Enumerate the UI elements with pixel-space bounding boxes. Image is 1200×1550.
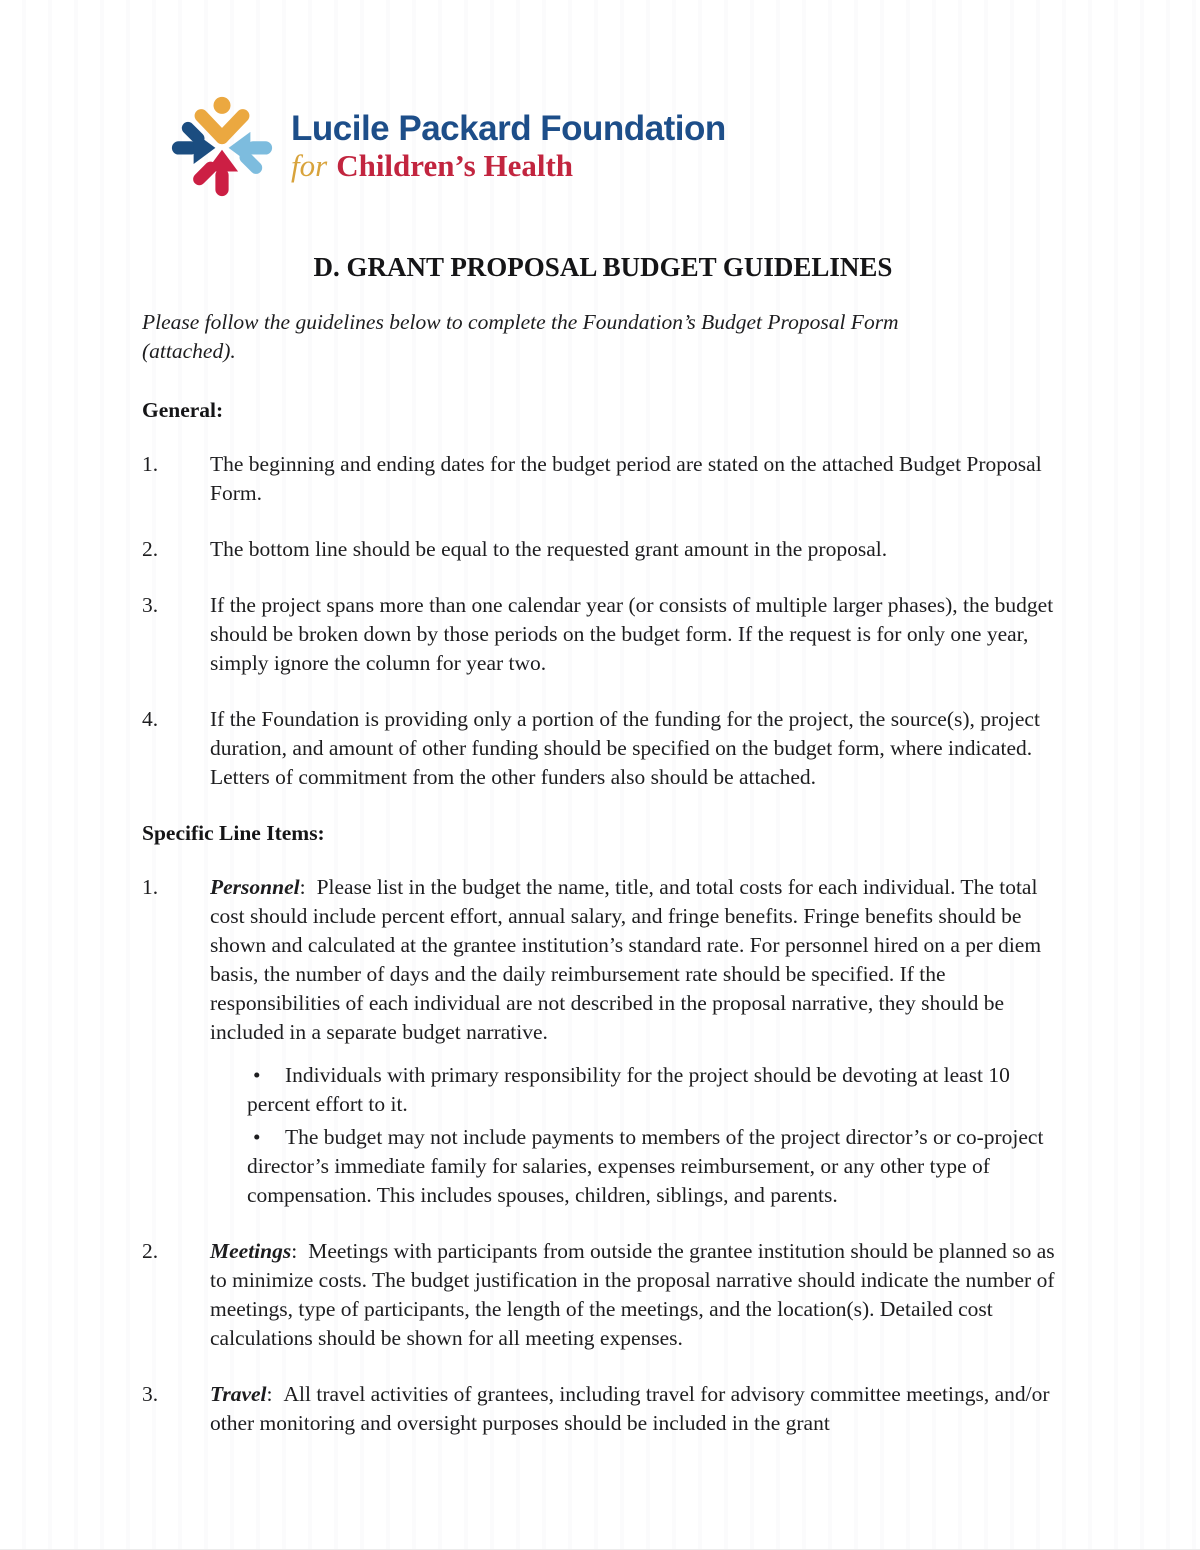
personnel-bullet-2 xyxy=(210,1123,1064,1210)
general-item-3 xyxy=(142,591,1064,678)
item-text: Please list in the budget the name, title, and total costs for each individual. The total cost should include percent effort, annual salary, and fringe benefits. Fringe benefits should be shown and calculated at the grantee institution’s standard rate. For personnel hired on a per diem basis, the number of days and the daily reimbursement rate should be specified. If the responsibilities of each individual are not described in the proposal narrative, they should be included in a separate budget narrative. xyxy=(210,875,1042,1044)
section-heading-general: General: xyxy=(142,398,224,422)
line-item-travel xyxy=(142,1380,1064,1438)
personnel-bullet-1 xyxy=(210,1061,1064,1119)
item-lead-meetings: Meetings xyxy=(210,1239,292,1263)
item-lead-separator: : xyxy=(266,1382,273,1406)
page-title: D. GRANT PROPOSAL BUDGET GUIDELINES xyxy=(313,252,893,282)
general-item-2 xyxy=(142,535,1064,564)
bullet-icon: • xyxy=(253,1125,261,1149)
intro-paragraph: Please follow the guidelines below to complete the Foundation’s Budget Proposal Form (attached). xyxy=(142,310,899,363)
general-item-4 xyxy=(142,705,1064,792)
item-lead-personnel: Personnel xyxy=(210,875,300,899)
item-text: All travel activities of grantees, including travel for advisory committee meetings, and/or other monitoring and oversight purposes should be included in the grant xyxy=(210,1382,1050,1435)
item-text: If the Foundation is providing only a portion of the funding for the project, the source(s), project duration, and amount of other funding should be specified on the budget form, where indicated. Letters of commitment from the other funders also should be attached. xyxy=(210,707,1040,789)
bullet-text: The budget may not include payments to members of the project director’s or co-project director’s immediate family for salaries, expenses reimbursement, or any other type of compensation. This includes spouses, children, siblings, and parents. xyxy=(247,1125,1044,1207)
general-item-1 xyxy=(142,450,1064,508)
foundation-name: Lucile Packard Foundation xyxy=(291,108,726,148)
item-text: Meetings with participants from outside the grantee institution should be planned so as to minimize costs. The budget justification in the proposal narrative should indicate the number of meetings, type of participants, the length of the meetings, and the location(s). Detailed cost calculations should be shown for all meeting expenses. xyxy=(210,1239,1055,1350)
item-lead-travel: Travel xyxy=(210,1382,267,1406)
bullet-icon: • xyxy=(253,1063,261,1087)
item-lead-separator: : xyxy=(291,1239,298,1263)
item-number: 3. xyxy=(142,593,159,617)
item-text: The bottom line should be equal to the requested grant amount in the proposal. xyxy=(210,537,888,561)
personnel-bullet-list xyxy=(210,1061,1064,1210)
item-number: 2. xyxy=(142,537,159,561)
foundation-logo-icon xyxy=(170,94,274,198)
item-number: 1. xyxy=(142,875,159,899)
item-number: 1. xyxy=(142,452,159,476)
item-number: 2. xyxy=(142,1239,159,1263)
section-heading-specific-line-items: Specific Line Items: xyxy=(142,821,325,845)
item-lead-separator: : xyxy=(299,875,306,899)
bullet-text: Individuals with primary responsibility for the project should be devoting at least 10 percent effort to it. xyxy=(247,1063,1010,1116)
foundation-tagline xyxy=(291,149,726,183)
line-item-meetings xyxy=(142,1237,1064,1353)
foundation-logo-wordmark xyxy=(291,110,726,183)
foundation-logo xyxy=(170,94,726,198)
item-text: If the project spans more than one calendar year (or consists of multiple larger phases), the budget should be broken down by those periods on the budget form. If the request is for only one year, simply ignore the column for year two. xyxy=(210,593,1054,675)
item-number: 4. xyxy=(142,707,159,731)
document-content xyxy=(142,250,1064,1465)
foundation-tagline-for: for xyxy=(291,147,328,183)
item-text: The beginning and ending dates for the budget period are stated on the attached Budget Proposal Form. xyxy=(210,452,1042,505)
line-item-personnel xyxy=(142,873,1064,1210)
item-number: 3. xyxy=(142,1382,159,1406)
foundation-tagline-rest: Children’s Health xyxy=(336,147,574,183)
